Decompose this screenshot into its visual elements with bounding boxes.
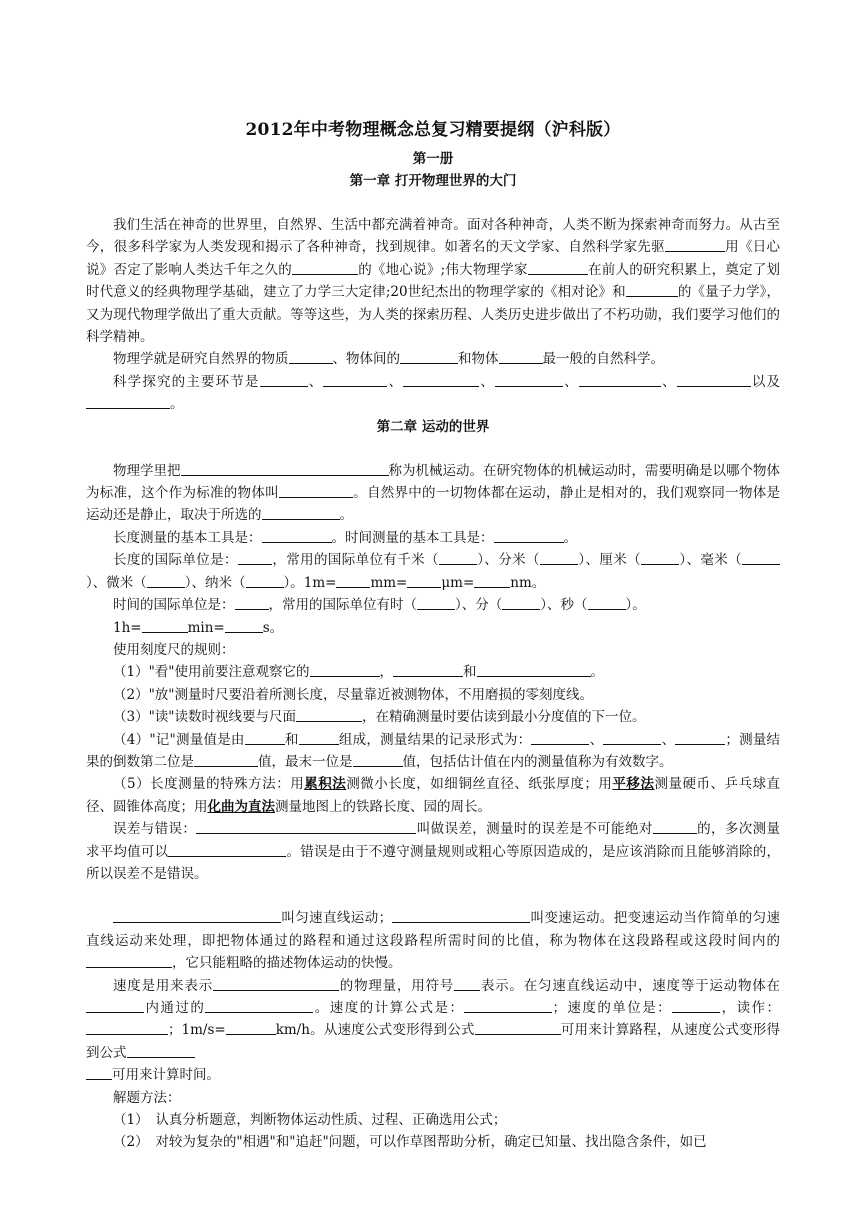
blank[interactable] xyxy=(142,618,188,633)
blank[interactable] xyxy=(213,976,339,991)
blank[interactable] xyxy=(464,999,552,1014)
blank[interactable] xyxy=(653,820,697,835)
blank[interactable] xyxy=(147,573,185,588)
blank[interactable] xyxy=(336,573,370,588)
paragraph-solving-methods: 解题方法： xyxy=(113,1089,181,1106)
blank[interactable] xyxy=(540,551,578,566)
blank[interactable] xyxy=(475,1021,561,1036)
blank[interactable] xyxy=(454,976,480,991)
document-page xyxy=(86,118,780,1154)
blank[interactable] xyxy=(196,820,416,835)
blank[interactable] xyxy=(528,260,588,275)
blank[interactable] xyxy=(531,730,589,745)
blank[interactable] xyxy=(603,730,661,745)
blank[interactable] xyxy=(677,372,751,387)
chapter1-paragraph-inquiry-steps: 科学探究的主要环节是 、 、 、 、 、 以及。 xyxy=(86,371,780,416)
blank[interactable] xyxy=(194,752,258,767)
blank[interactable] xyxy=(742,551,780,566)
blank[interactable] xyxy=(310,663,380,678)
paragraph-error: 误差与错误： 叫做误差，测量时的误差是不可能绝对 的，多次测量求平均值可以 。错误是由于不遵守测量规则或粗心等原因造成的，是应该消除而且能够消除的，所以误差不是错误。 xyxy=(86,821,781,882)
blank[interactable] xyxy=(86,1021,168,1036)
rule-4-record: （4）"记"测量值是由 和 组成，测量结果的记录形式为： 、 、 ；测量结果的倒数第二位是 值，最末一位是 值，包括估计值在内的测量值称为有效数字。 xyxy=(86,731,781,770)
blank[interactable] xyxy=(665,238,725,253)
solving-step-1: （1） 认真分析题意，判断物体运动性质、过程、正确选用公式； xyxy=(113,1112,507,1129)
blank[interactable] xyxy=(279,484,353,499)
rule-3-read: （3）"读"读数时视线要与尺面 ，在精确测量时要估读到最小分度值的下一位。 xyxy=(113,709,646,726)
blank[interactable] xyxy=(289,350,333,365)
blank[interactable] xyxy=(579,372,661,387)
blank[interactable] xyxy=(477,663,591,678)
blank[interactable] xyxy=(439,551,477,566)
blank[interactable] xyxy=(499,350,543,365)
rule-1-look: （1）"看"使用前要注意观察它的 ， 和 。 xyxy=(113,664,605,681)
blank[interactable] xyxy=(113,909,281,924)
chapter1-paragraph-scientists: 我们生活在神奇的世界里，自然界、生活中都充满着神奇。面对各种神奇，人类不断为探索神奇而努力。从古至今，很多科学家为人类发现和揭示了各种神奇，找到规律。如著名的天文学家、自然科学家先驱 用《日心说》否定了影响人类达千年之久的 的《地心说》;伟大物理学家 在前人的研究积累上，奠定了划时代意义的经典物理学基础，建立了力学三大定律;20世纪杰出的物理学家的《相对论》和 的《量子力学》，又为现代物理学做出了重大贡献。等等这些，为人类的探索历程、人类历史进步做出了不朽功勋，我们要学习他们的科学精神。 xyxy=(86,217,781,346)
volume-heading: 第一册 xyxy=(412,151,454,167)
blank[interactable] xyxy=(400,350,458,365)
blank[interactable] xyxy=(495,372,563,387)
paragraph-time-units: 时间的国际单位是： ，常用的国际单位有时（ ）、分（ ）、秒（ ）。 xyxy=(113,597,646,614)
blank[interactable] xyxy=(205,999,313,1014)
blank[interactable] xyxy=(245,730,285,745)
chapter2-heading: 第二章 运动的世界 xyxy=(376,418,490,435)
blank[interactable] xyxy=(403,372,479,387)
blank[interactable] xyxy=(226,1021,276,1036)
blank[interactable] xyxy=(323,372,387,387)
blank[interactable] xyxy=(299,730,339,745)
blank[interactable] xyxy=(417,596,455,611)
blank[interactable] xyxy=(238,551,272,566)
blank[interactable] xyxy=(641,551,679,566)
method-curve-to-straight: 化曲为直法 xyxy=(207,798,275,815)
document-title: 2012年中考物理概念总复习精要提纲（沪科版） xyxy=(245,120,621,140)
blank[interactable] xyxy=(626,283,678,298)
blank[interactable] xyxy=(235,596,269,611)
blank[interactable] xyxy=(260,372,308,387)
blank[interactable] xyxy=(168,842,286,857)
method-accumulation: 累积法 xyxy=(304,776,347,793)
blank[interactable] xyxy=(675,730,725,745)
blank[interactable] xyxy=(502,596,540,611)
blank[interactable] xyxy=(127,1043,195,1058)
blank[interactable] xyxy=(86,999,144,1014)
blank[interactable] xyxy=(262,506,340,521)
paragraph-speed: 速度是用来表示 的物理量，用符号 表示。在匀速直线运动中，速度等于运动物体在内通过的 。速度的计算公式是： ；速度的单位是： ，读作：；1m/s= km/h。从速度公式变形得到公式 可用来计算路程，从速度公式变形得到公式 可用来计算时间。 xyxy=(86,977,781,1084)
blank[interactable] xyxy=(292,260,358,275)
paragraph-ruler-rules: 使用刻度尺的规则： xyxy=(113,641,235,658)
chapter1-paragraph-physics-definition: 物理学就是研究自然界的物质 、物体间的 和物体 最一般的自然科学。 xyxy=(113,351,664,368)
blank[interactable] xyxy=(225,618,263,633)
blank[interactable] xyxy=(86,954,172,969)
rule-2-place: （2）"放"测量时尺要沿着所测长度，尽量靠近被测物体，不用磨损的零刻度线。 xyxy=(113,686,594,703)
chapter1-heading: 第一章 打开物理世界的大门 xyxy=(349,173,517,189)
method-translation: 平移法 xyxy=(612,776,655,793)
blank[interactable] xyxy=(392,909,530,924)
blank[interactable] xyxy=(494,528,564,543)
blank[interactable] xyxy=(588,596,626,611)
blank[interactable] xyxy=(672,999,720,1014)
blank[interactable] xyxy=(246,573,284,588)
blank[interactable] xyxy=(181,461,389,476)
blank[interactable] xyxy=(296,708,362,723)
paragraph-hour-conversion: 1h= min= s。 xyxy=(113,619,284,636)
blank[interactable] xyxy=(86,395,170,410)
paragraph-mechanical-motion: 物理学里把 称为机械运动。在研究物体的机械运动时，需要明确是以哪个物体为标准，这个作为标准的物体叫 。自然界中的一切物体都在运动，静止是相对的，我们观察同一物体是运动还是静止，取决于所选的 。 xyxy=(86,462,781,524)
paragraph-measuring-tools: 长度测量的基本工具是： 。时间测量的基本工具是： 。 xyxy=(113,529,577,546)
blank[interactable] xyxy=(353,752,403,767)
blank[interactable] xyxy=(393,663,463,678)
blank[interactable] xyxy=(262,528,332,543)
blank[interactable] xyxy=(474,573,510,588)
paragraph-uniform-motion: 叫匀速直线运动； 叫变速运动。把变速运动当作简单的匀速直线运动来处理，即把物体通过的路程和通过这段路程所需时间的比值，称为物体在这段路程或这段时间内的，它只能粗略的描述物体运动的快慢。 xyxy=(86,910,781,972)
rule-5-special-methods: （5）长度测量的特殊方法：用累积法测微小长度，如细铜丝直径、纸张厚度；用平移法测量硬币、乒乓球直径、圆锥体高度；用化曲为直法测量地图上的铁路长度、园的周长。 xyxy=(86,776,781,815)
solving-step-2: （2） 对较为复杂的"相遇"和"追赶"问题，可以作草图帮助分析，确定已知量、找出隐含条件，如已 xyxy=(113,1134,707,1151)
paragraph-length-units: 长度的国际单位是： ，常用的国际单位有千米（ ）、分米（ ）、厘米（ ）、毫米（）、微米（ ）、纳米（ ）。1m= mm= μm= nm。 xyxy=(86,549,780,594)
blank[interactable] xyxy=(407,573,441,588)
blank[interactable] xyxy=(86,1066,112,1081)
